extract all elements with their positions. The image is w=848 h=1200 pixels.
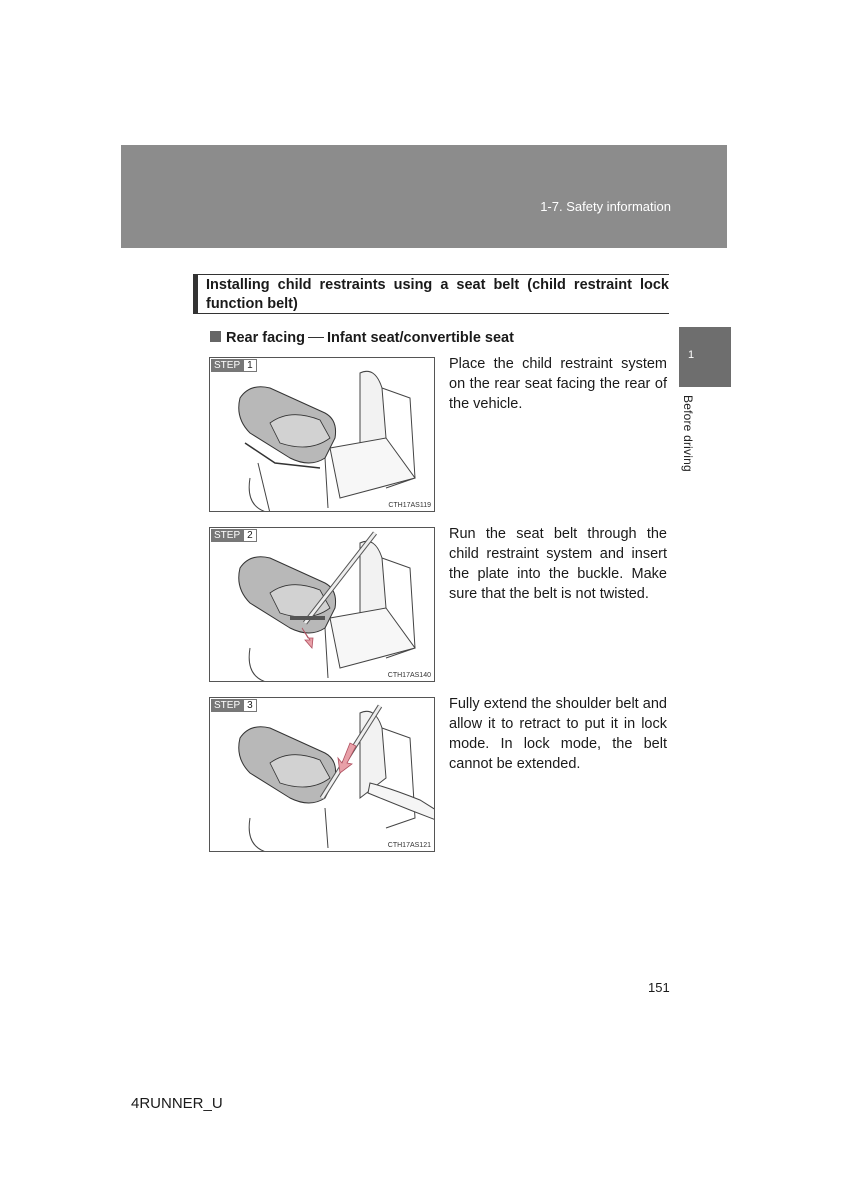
header-band	[121, 145, 727, 248]
step-number: 2	[243, 529, 257, 542]
chapter-label: Before driving	[681, 395, 695, 472]
square-bullet-icon	[210, 331, 221, 342]
figure-code: CTH17AS140	[387, 672, 431, 679]
step-3-text: Fully extend the shoulder belt and allow it to retract to put it in lock mode. In lock mode, the belt cannot be extended.	[449, 696, 667, 772]
section-heading-box	[193, 274, 669, 314]
step-1-text: Place the child restraint system on the rear seat facing the rear of the vehicle.	[449, 356, 667, 412]
step-number: 3	[243, 699, 257, 712]
step-number: 1	[243, 359, 257, 372]
model-code: 4RUNNER_U	[131, 1095, 223, 1112]
step-3-figure	[209, 697, 435, 852]
step-2-text: Run the seat belt through the child restraint system and insert the plate into the buckle. Make sure that the belt is not twisted.	[449, 526, 667, 602]
chapter-tab[interactable]	[679, 327, 731, 387]
figure-code: CTH17AS121	[387, 842, 431, 849]
step-label: STEP	[211, 529, 243, 542]
dash-separator	[308, 337, 324, 338]
step-2-figure	[209, 527, 435, 682]
subheading	[210, 330, 514, 346]
child-seat-illustration-3	[210, 698, 435, 852]
step-label: STEP	[211, 699, 243, 712]
chapter-number: 1	[688, 349, 695, 361]
subheading-part1: Rear facing	[226, 330, 305, 346]
child-seat-illustration-2	[210, 528, 435, 682]
step-1-figure	[209, 357, 435, 512]
step-3-tag	[211, 699, 257, 712]
step-label: STEP	[211, 359, 243, 372]
section-title: 1-7. Safety information	[540, 199, 671, 214]
section-heading: Installing child restraints using a seat belt (child restraint lock function belt)	[206, 277, 669, 312]
step-1-tag	[211, 359, 257, 372]
page-number: 151	[648, 980, 670, 995]
figure-code: CTH17AS119	[388, 502, 431, 509]
step-2-tag	[211, 529, 257, 542]
subheading-part2: Infant seat/convertible seat	[326, 330, 514, 346]
child-seat-illustration-1	[210, 358, 435, 512]
